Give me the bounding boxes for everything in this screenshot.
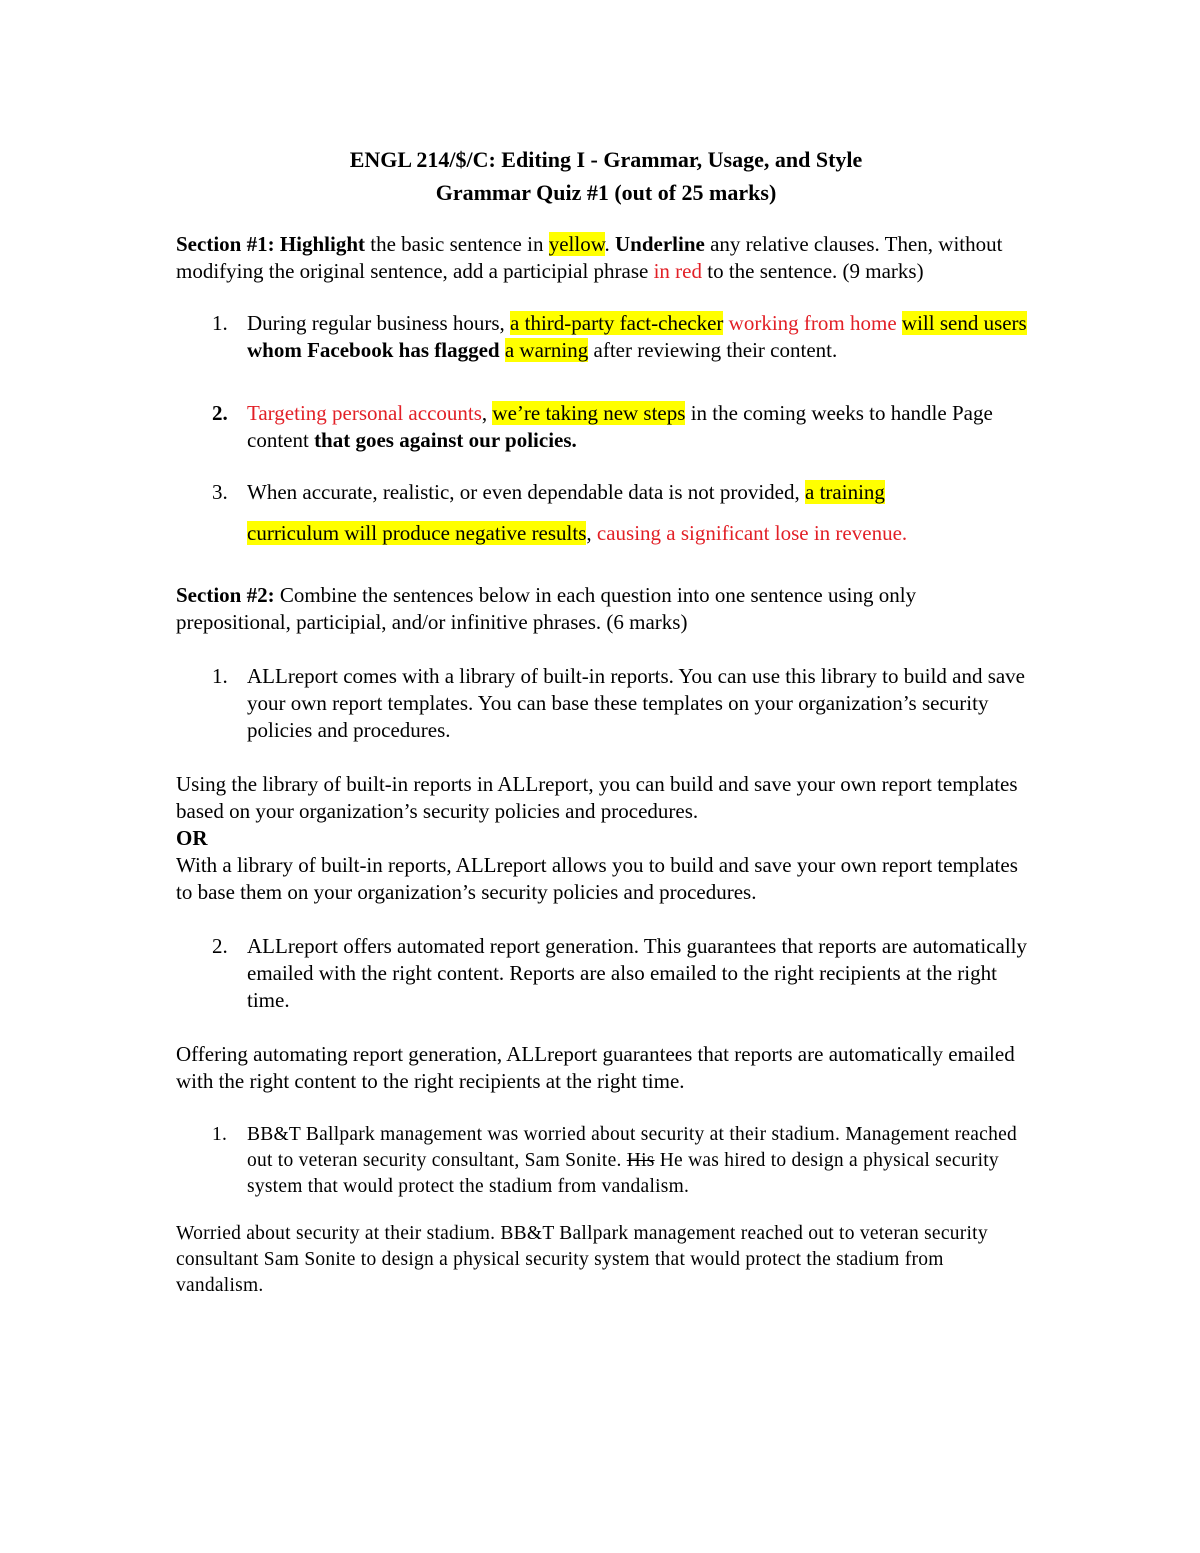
highlighted-predicate: curriculum will produce negative results (247, 521, 587, 545)
quiz-title: Grammar Quiz #1 (out of 25 marks) (435, 180, 777, 205)
section1-question-2 (176, 400, 1036, 454)
question-number: 2. (212, 934, 228, 958)
section2-answer-2: Offering automating report generation, ALLreport guarantees that reports are automatically emailed with the right content to the right recipients at the right time. (176, 1042, 1015, 1093)
section2-question-3 (176, 1122, 1036, 1200)
section2-answer-1 (176, 771, 1036, 906)
instr-text: to the sentence. (9 marks) (702, 259, 924, 283)
question-number: 1. (212, 664, 228, 688)
question-text: When accurate, realistic, or even dependable data is not provided, (247, 480, 806, 504)
question-text: after reviewing their content. (588, 338, 838, 362)
instr-inred-word: in red (653, 259, 702, 283)
course-title: ENGL 214/$/C: Editing I - Grammar, Usage, and Style (349, 147, 863, 172)
answer-option-a: Using the library of built-in reports in ALLreport, you can build and save your own report templates based on your organization’s security policies and procedures. (176, 772, 1018, 823)
quiz-document (176, 143, 1036, 1299)
instr-text: Combine the sentences below in each question into one sentence using only prepositional, participial, and/or infinitive phrases. (6 marks) (176, 583, 917, 634)
document-header (176, 143, 1036, 209)
participial-phrase: causing a significant lose in revenue. (596, 521, 908, 545)
question-text: , (481, 401, 493, 425)
question-line (247, 520, 1036, 547)
relative-clause: that goes against our policies. (314, 428, 577, 452)
relative-clause: whom Facebook has flagged (247, 338, 500, 362)
question-number: 1. (212, 311, 228, 335)
question-number: 2. (212, 401, 228, 425)
highlighted-object: a warning (504, 338, 589, 362)
instr-highlight-word: Highlight (279, 232, 366, 256)
question-text: During regular business hours, (247, 311, 511, 335)
instr-text: . (604, 232, 616, 256)
instr-text: the basic sentence in (365, 232, 549, 256)
section1-question-1 (176, 310, 1036, 364)
participial-phrase: Targeting personal accounts (247, 401, 482, 425)
instr-yellow-word: yellow (548, 232, 605, 256)
section2-question-1 (176, 663, 1036, 744)
question-text: BB&T Ballpark management was worried about security at their stadium. Management reached out to veteran security consultant, Sam Sonite. (247, 1124, 1017, 1171)
section1-question-3 (176, 479, 1036, 547)
section1-question-list (176, 310, 1036, 547)
participial-phrase: working from home (728, 311, 897, 335)
section2-question-list (176, 663, 1036, 744)
section1-label: Section #1: (176, 232, 275, 256)
section2-question-list (176, 933, 1036, 1014)
question-line (247, 479, 1036, 506)
section1-instructions (176, 231, 1036, 285)
highlighted-subject: a third-party fact-checker (510, 311, 724, 335)
or-divider: OR (176, 826, 208, 850)
question-text: ALLreport comes with a library of built-in reports. You can use this library to build and save your own report templates. You can base these templates on your organization’s security policies and procedures. (247, 664, 1026, 742)
highlighted-basic-sentence: we’re taking new steps (492, 401, 686, 425)
highlighted-verb: will send users (901, 311, 1027, 335)
question-text: He was hired to design a physical security system that would protect the stadium from vandalism. (247, 1150, 999, 1197)
question-text: in the coming weeks to handle Page content (247, 401, 993, 452)
highlighted-subject: a training (805, 480, 885, 504)
answer-option-b: With a library of built-in reports, ALLreport allows you to build and save your own report templates to base them on your organization’s security policies and procedures. (176, 853, 1018, 904)
question-number: 3. (212, 480, 228, 504)
question-text: ALLreport offers automated report generation. This guarantees that reports are automatically emailed with the right content. Reports are also emailed to the right recipients at the right time. (247, 934, 1028, 1012)
section2-question-list (176, 1122, 1036, 1200)
section2-answer-3: Worried about security at their stadium. BB&T Ballpark management reached out to veteran security consultant Sam Sonite to design a physical security system that would protect the stadium from vandalism. (176, 1223, 988, 1296)
instr-underline-word: Underline (615, 232, 705, 256)
section2-label: Section #2: (176, 583, 275, 607)
question-number: 1. (212, 1124, 228, 1145)
struck-word: His (626, 1150, 655, 1171)
instr-text: any relative clauses. Then, without modifying the original sentence, add a participial phrase (176, 232, 1003, 283)
section2-instructions (176, 582, 1036, 636)
question-text: , (586, 521, 597, 545)
section2-question-2 (176, 933, 1036, 1014)
